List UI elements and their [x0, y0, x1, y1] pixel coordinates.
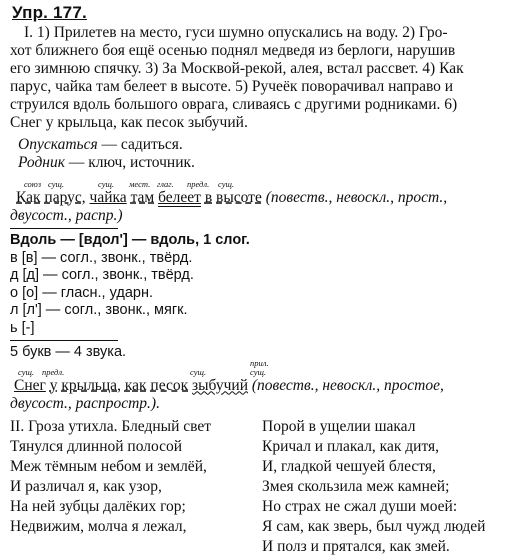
phonetic-row: ь [-] — [10, 319, 35, 336]
poem-line: Кричал и плакал, как дитя, — [262, 437, 440, 455]
sentence-parse-1 — [10, 180, 510, 225]
parsed-word: белеет — [158, 189, 201, 206]
poem-line: Недвижим, молча я лежал, — [10, 517, 187, 535]
pos-label: прил. — [250, 357, 269, 368]
pos-label: сущ. — [218, 179, 235, 189]
poem-line: Но страх не сжал души моей: — [262, 497, 458, 515]
parsed-word: песок — [150, 376, 189, 394]
parsed-word: как — [124, 376, 147, 394]
poem-line: Змея скользила меж камней; — [262, 477, 450, 495]
parsed-word: у — [49, 376, 58, 394]
poem-line: Порой в ущелии шакал — [262, 417, 416, 435]
phonetic-row: д [д] — согл., звонк., твёрд. — [10, 267, 194, 283]
parsed-word: зыбучий — [192, 376, 248, 394]
synonym-word: Родник — [18, 154, 65, 171]
sentence-characteristics: (повеств., невоскл., простое, — [247, 376, 444, 394]
phonetic-row: л [л'] — согл., звонк., мягк. — [10, 302, 188, 318]
pos-label: союз — [24, 179, 42, 189]
synonym-item — [18, 136, 510, 154]
poem-line: И, гладкой чешуей блестя, — [262, 457, 436, 475]
poem-line: Меж тёмным небом и землёй, — [10, 457, 207, 475]
poem-line: Я сам, как зверь, был чужд людей — [262, 517, 486, 535]
exercise-text — [10, 24, 510, 132]
text-line: хот ближнего боя ещё осенью поднял медведя из берлоги, нарушив — [10, 42, 456, 59]
text-line: парус, чайка там белеет в высоте. 5) Ручеёк поворачивал направо и — [10, 78, 454, 95]
pos-label: предл. — [187, 179, 210, 189]
parsed-word: парус — [44, 189, 82, 206]
sentence-characteristics-cont: двусост., распр.) — [10, 207, 123, 224]
poem-block — [10, 417, 510, 557]
parsed-sentence: Как парус, чайка там белеет в высоте (повеств., невоскл., прост., — [16, 189, 448, 206]
parsed-word: там — [130, 189, 155, 206]
phonetic-row: о [о] — гласн., ударн. — [10, 284, 154, 301]
part-of-speech-annotations — [10, 357, 510, 377]
poem-column-right — [258, 417, 510, 557]
phonetic-summary: 5 букв — 4 звука. — [10, 344, 127, 360]
poem-line: И различал я, как узор, — [10, 477, 162, 495]
exercise-page — [10, 4, 510, 557]
pos-label: предл. — [42, 366, 65, 377]
text-line: струился вдоль большого оврага, сливаясь с другими родниками. 6) — [10, 96, 458, 113]
text-line: I. 1) Прилетев на место, гуси шумно опускались на воду. 2) Гро- — [24, 24, 448, 41]
poem-column-left — [10, 417, 258, 557]
sentence-characteristics-cont: двусост., распростр.). — [10, 394, 160, 412]
divider — [10, 228, 118, 229]
pos-label: сущ. — [98, 179, 115, 189]
parsed-word: Как — [16, 189, 41, 206]
pos-label: сущ. — [18, 366, 35, 377]
pos-label: глаг. — [157, 179, 174, 189]
parsed-word: в — [204, 189, 213, 206]
parsed-word: Снег — [14, 376, 46, 394]
text-line: Снег у крыльца, как песок зыбучий. — [10, 114, 248, 131]
parsed-word: высоте — [216, 189, 262, 206]
phonetic-header: Вдоль — [вдол'] — вдоль, 1 слог. — [10, 232, 250, 248]
pos-label: сущ. — [250, 366, 267, 377]
parsed-sentence: Снег у крыльца, как песок зыбучий (повеств., невоскл., простое, — [14, 376, 444, 394]
parsed-word: чайка — [89, 189, 127, 206]
exercise-title: Упр. 177. — [12, 3, 87, 22]
poem-line: И полз и прятался, как змей. — [262, 537, 450, 555]
synonym-definition: — садиться. — [97, 136, 183, 153]
phonetic-row: в [в] — согл., звонк., твёрд. — [10, 249, 193, 266]
text-line: его зимнюю спячку. 3) За Москвой-рекой, алея, встал рассвет. 4) Как — [10, 60, 464, 77]
poem-line: Тянулся длинной полосой — [10, 437, 183, 455]
sentence-parse-2 — [10, 357, 510, 413]
poem-line: II. Гроза утихла. Бледный свет — [10, 417, 212, 435]
divider — [10, 340, 118, 341]
pos-label: сущ. — [48, 179, 65, 189]
part-of-speech-annotations — [10, 180, 510, 189]
phonetic-analysis — [10, 232, 510, 362]
synonym-item — [18, 154, 510, 172]
pos-label: мест. — [129, 179, 151, 189]
synonym-word: Опускаться — [18, 136, 98, 153]
sentence-characteristics: (повеств., невоскл., прост., — [261, 189, 448, 206]
parsed-word: крыльца — [61, 376, 118, 394]
pos-label: сущ. — [190, 366, 207, 377]
poem-line: На ней зубцы далёких гор; — [10, 497, 186, 515]
synonym-list — [18, 136, 510, 172]
synonym-definition: — ключ, источник. — [64, 154, 195, 171]
